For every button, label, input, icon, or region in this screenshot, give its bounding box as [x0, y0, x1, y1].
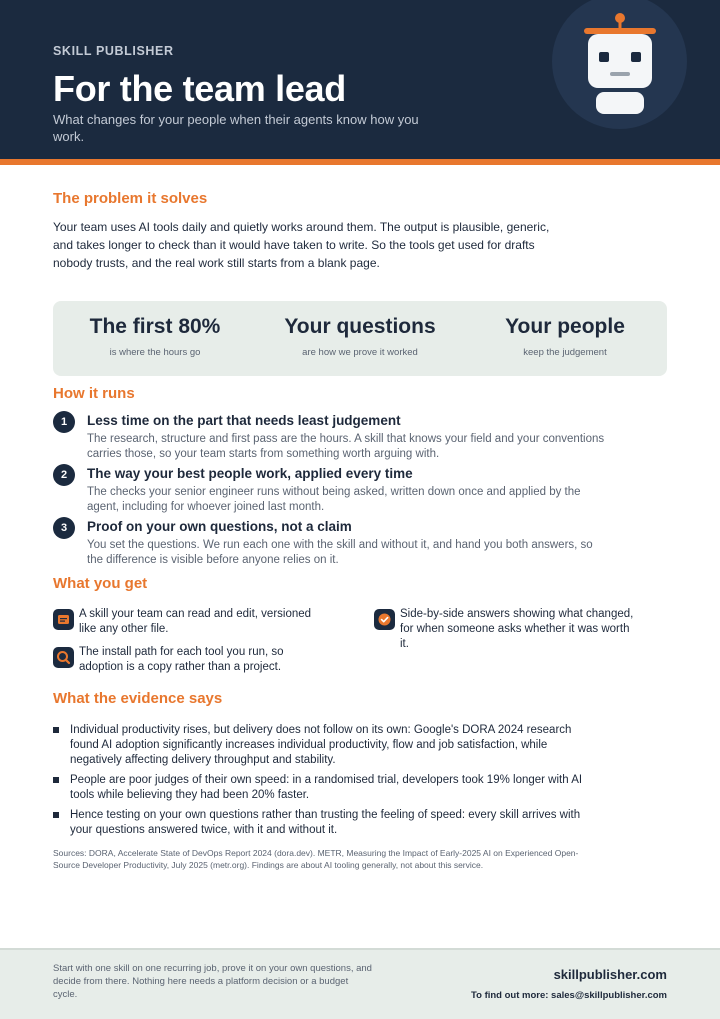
- page-footer: [0, 948, 720, 1019]
- bullet-icon: [53, 812, 59, 818]
- stat-value: Your people: [505, 315, 625, 338]
- footer-website-link[interactable]: skillpublisher.com: [553, 967, 667, 982]
- robot-logo-icon: [584, 11, 656, 116]
- bullet-icon: [53, 727, 59, 733]
- step-number: 3: [53, 517, 75, 539]
- step-title: Proof on your own questions, not a claim: [87, 519, 352, 534]
- bullet-text: Hence testing on your own questions rather than trusting the feeling of speed: every skill arrives with your questions answered twice, with it and without it.: [70, 809, 581, 836]
- stat-value: The first 80%: [89, 315, 221, 338]
- step-number: 2: [53, 464, 75, 486]
- step-title: The way your best people work, applied every time: [87, 466, 413, 481]
- brand-label: SKILL PUBLISHER: [53, 44, 174, 58]
- page-subtitle: What changes for your people when their agents know how you work.: [53, 112, 419, 144]
- get-item-text: A skill your team can read and edit, versioned like any other file.: [79, 608, 312, 635]
- header-accent-bar: [0, 159, 720, 165]
- stat-caption: is where the hours go: [109, 347, 201, 358]
- footer-message: Start with one skill on one recurring job, prove it on your own questions, and decide from there. Nothing here needs a platform decision or a budget cycle.: [53, 963, 372, 1000]
- step-number: 1: [53, 411, 75, 433]
- step-body: The research, structure and first pass are the hours. A skill that knows your field and your conventions carries those, so your team starts from something worth arguing with.: [87, 433, 605, 460]
- evidence-heading: What the evidence says: [53, 690, 223, 707]
- search-icon: [53, 647, 74, 668]
- page-title: For the team lead: [53, 68, 346, 109]
- step-title: Less time on the part that needs least judgement: [87, 413, 401, 428]
- problem-heading: The problem it solves: [53, 190, 208, 207]
- stats-panel: [53, 301, 667, 376]
- stat-caption: keep the judgement: [523, 347, 607, 358]
- check-icon: [374, 609, 395, 630]
- get-heading: What you get: [53, 575, 148, 592]
- stat-caption: are how we prove it worked: [302, 347, 418, 358]
- page-header: [0, 0, 720, 159]
- how-heading: How it runs: [53, 385, 135, 402]
- stat-your-questions: [258, 315, 462, 358]
- stat-your-people: [463, 315, 667, 358]
- get-item-text: Side-by-side answers showing what changed, for when someone asks whether it was worth it.: [400, 608, 634, 650]
- stat-first-80: [53, 315, 257, 358]
- bullet-icon: [53, 777, 59, 783]
- get-item-text: The install path for each tool you run, so adoption is a copy rather than a project.: [79, 646, 284, 673]
- bullet-text: People are poor judges of their own speed: in a randomised trial, developers took 19% longer with AI tools while believing they had been 20% faster.: [70, 774, 583, 801]
- stat-value: Your questions: [284, 315, 436, 338]
- step-body: You set the questions. We run each one with the skill and without it, and hand you both answers, so the difference is visible before anyone relies on it.: [87, 539, 593, 566]
- sources-note: Sources: DORA, Accelerate State of DevOps Report 2024 (dora.dev). METR, Measuring the Impact of Early-2025 AI on Experienced Open-Source Developer Productivity, July 2025 (metr.org). Findings are about AI tooling generally, not about this service.: [53, 848, 579, 870]
- step-body: The checks your senior engineer runs without being asked, written down once and applied by the agent, including for whoever joined last month.: [87, 486, 581, 513]
- document-icon: [53, 609, 74, 630]
- problem-body: Your team uses AI tools daily and quietly works around them. The output is plausible, generic, and takes longer to check than it would have taken to write. So the tools get used for drafts nobody trusts, and the real work still starts from a blank page.: [53, 220, 550, 270]
- footer-contact-email[interactable]: To find out more: sales@skillpublisher.com: [471, 990, 667, 1001]
- bullet-text: Individual productivity rises, but delivery does not follow on its own: Google's DORA 2024 research found AI adoption significantly increases individual productivity, flow and job satisfaction, while negatively affecting delivery throughput and stability.: [70, 724, 572, 766]
